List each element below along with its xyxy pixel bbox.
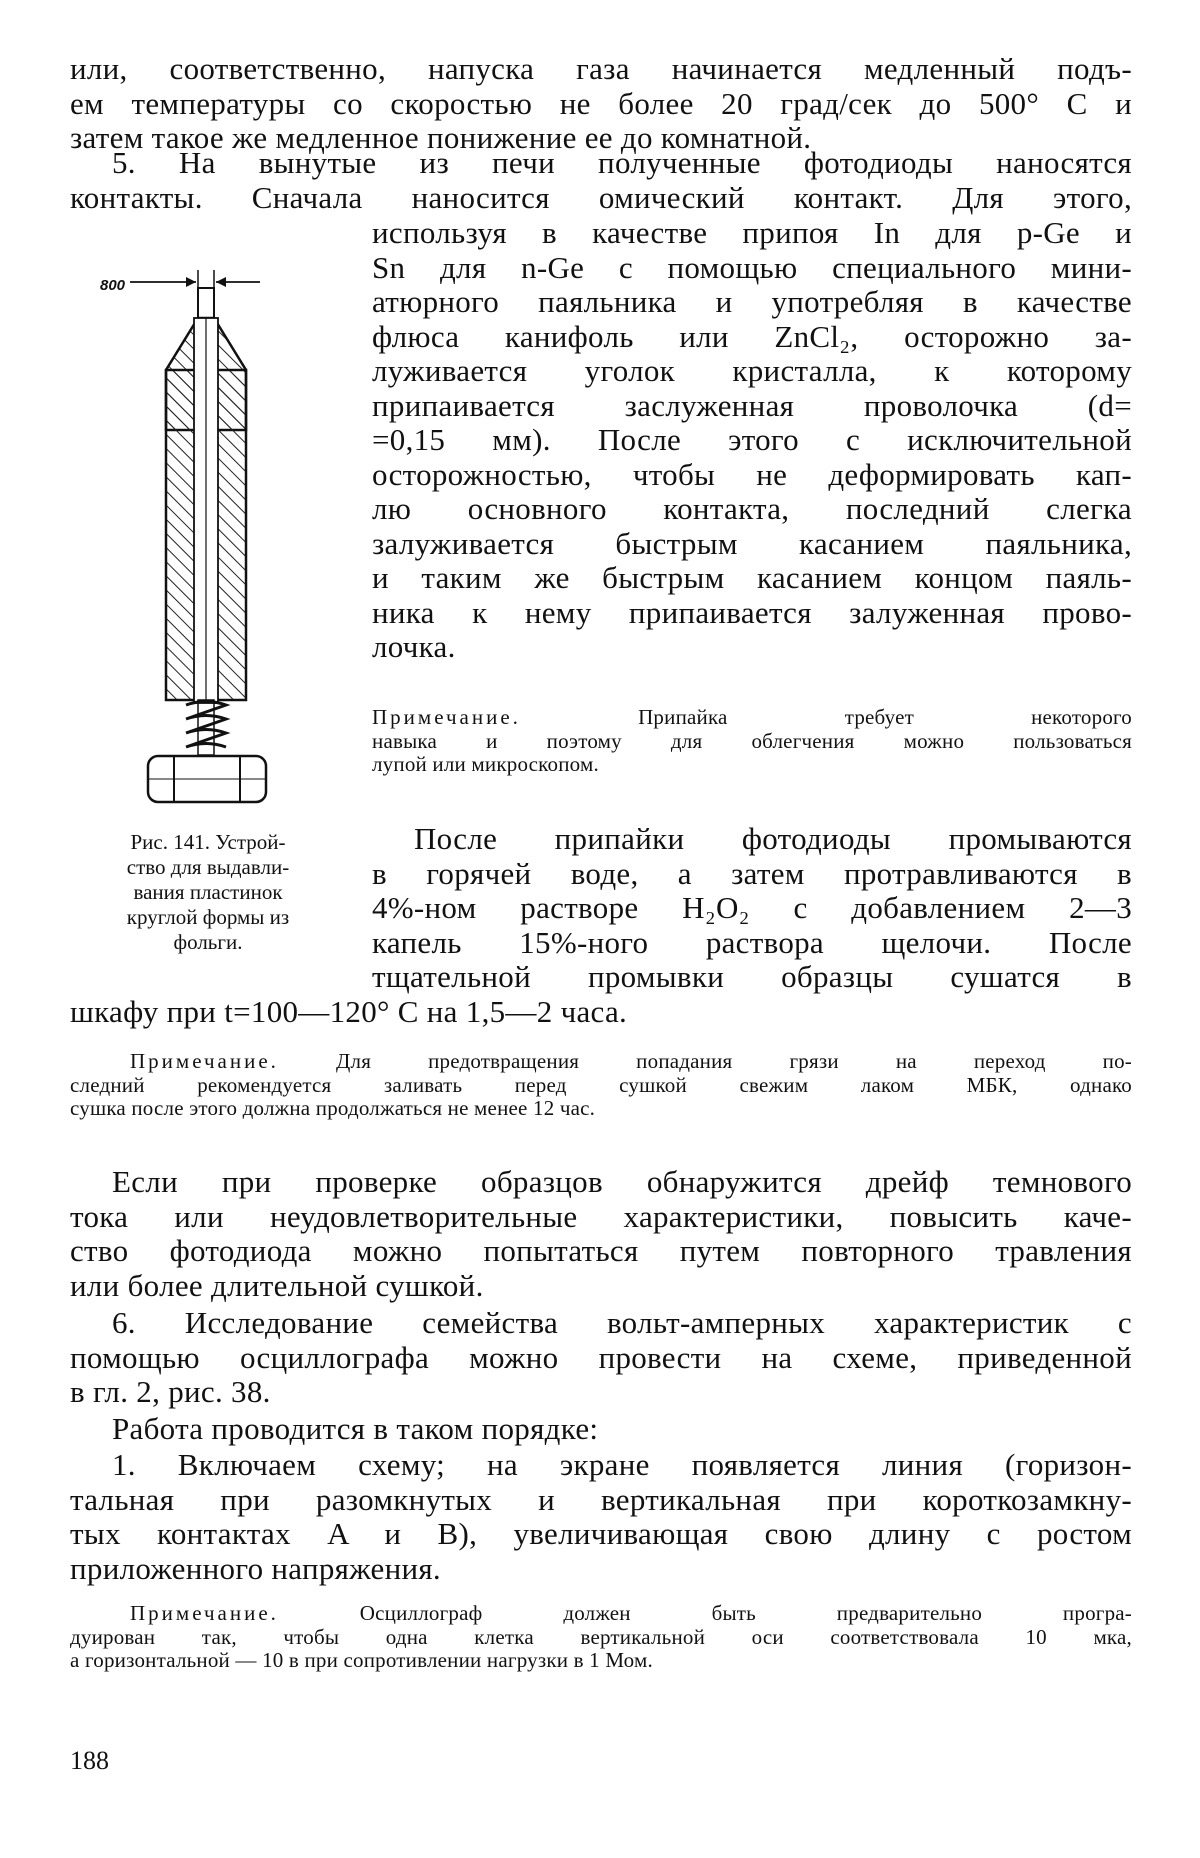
text-line: атюрного паяльника и употребляя в качестве [372,284,1132,319]
text-line: лочка. [372,629,456,664]
note-soldering [372,706,1132,777]
paragraph-step1 [70,1448,1132,1586]
note-line: лупой или микроскопом. [372,752,599,776]
figure-caption [68,830,348,955]
text-line: После припайки фотодиоды промываются [414,821,1132,856]
caption-line: ство для выдавли- [126,855,290,879]
note-line [70,1050,1132,1074]
text-line: или более длительной сушкой. [70,1267,484,1303]
note-label: Примечание. [130,1601,279,1625]
caption-line: фольги. [173,930,243,954]
note-text: Осциллограф должен быть предварительно програ- [359,1601,1132,1625]
note-label: Примечание. [130,1049,279,1073]
note-line: дуирован так, чтобы одна клетка вертикальной оси соответствовала 10 мка, [70,1624,1132,1649]
paragraph-step6 [70,1306,1132,1410]
text-line: капель 15%-ного раствора щелочи. После [372,924,1132,960]
text-line: 6. Исследование семейства вольт-амперных характеристик с [112,1305,1132,1340]
text-line: =0,15 мм). После этого с исключительной [372,422,1132,457]
note-line [372,706,1132,730]
caption-line: круглой формы из [126,905,290,929]
dimension-label: 800 [100,277,126,294]
text-line: флюса канифоль или ZnCl₂, осторожно за- [372,318,1132,354]
text-line: 5. На вынутые из печи полученные фотодиоды наносятся [112,145,1132,180]
text-line: или, соответственно, напуска газа начинается медленный подъ- [70,51,1132,86]
text-line: Работа проводится в таком порядке: [112,1411,599,1446]
text-line: припаивается заслуженная проволочка (d= [372,387,1132,423]
paragraph-drift [70,1165,1132,1303]
text-line: залуживается быстрым касанием паяльника, [372,525,1132,561]
text-line: используя в качестве припоя In для p-Ge и [372,215,1132,250]
text-line: тальная при разомкнутых и вертикальная при короткозамкну- [70,1481,1132,1517]
text-line: и таким же быстрым касанием концом паяль- [372,560,1132,595]
note-line: сушка после этого должна продолжаться не менее 12 час. [70,1096,596,1120]
text-line: луживается уголок кристалла, к которому [372,353,1132,388]
note-line: следний рекомендуется заливать перед сушкой свежим лаком МБК, однако [70,1072,1132,1097]
text-line: 1. Включаем схему; на экране появляется линия (горизон- [112,1447,1132,1482]
text-line: ем температуры со скоростью не более 20 град/сек до 500° С и [70,85,1132,121]
note-oscilloscope [70,1602,1132,1673]
paragraph-order [112,1412,1112,1447]
caption-line: Рис. 141. Устрой- [130,830,286,854]
text-line: Sn для n-Ge с помощью специального мини- [372,249,1132,285]
paragraph-after-solder [372,822,1132,995]
text-line: осторожностью, чтобы не деформировать кап- [372,456,1132,492]
text-line: в горячей воде, а затем протравливаются в [372,855,1132,891]
text-line: 4%-ном растворе H₂O₂ с добавлением 2—3 [372,890,1132,925]
note-label: Примечание. [372,705,521,729]
note-text: Для предотвращения попадания грязи на переход по- [335,1049,1132,1073]
note-line [70,1602,1132,1626]
text-line: тока или неудовлетворительные характеристики, повысить каче- [70,1198,1132,1234]
text-line: затем такое же медленное понижение ее до комнатной. [70,120,812,155]
text-line: тщательной промывки образцы сушатся в [372,959,1132,994]
paragraph-solder-right [372,216,1132,665]
text-line: в гл. 2, рис. 38. [70,1374,271,1409]
page-number: 188 [70,1746,109,1775]
text-line: тых контактах A и B), увеличивающая свою длину с ростом [70,1516,1132,1551]
note-line: а горизонтальной — 10 в при сопротивлении нагрузки в 1 Мом. [70,1648,653,1672]
figure-141 [90,260,350,820]
text-line: ство фотодиода можно попытаться путем повторного травления [70,1233,1132,1268]
caption-line: вания пластинок [133,880,283,904]
note-varnish [70,1050,1132,1121]
text-line: ника к нему припаивается залуженная прово- [372,594,1132,630]
note-line: навыка и поэтому для облегчения можно пользоваться [372,728,1132,753]
text-line: приложенного напряжения. [70,1550,441,1586]
text-line: контакты. Сначала наносится омический контакт. Для этого, [70,179,1132,215]
paragraph-step5 [70,146,1132,215]
text-line: Если при проверке образцов обнаружится дрейф темнового [112,1164,1132,1199]
extrusion-device-drawing [90,260,350,820]
text-line: лю основного контакта, последний слегка [372,491,1132,526]
paragraph-top [70,52,1132,156]
paragraph-after-solder-last [70,995,1132,1030]
note-text: Припайка требует некоторого [638,705,1133,729]
text-line: шкафу при t=100—120° С на 1,5—2 часа. [70,994,628,1029]
text-line: помощью осциллографа можно провести на схеме, приведенной [70,1339,1132,1375]
